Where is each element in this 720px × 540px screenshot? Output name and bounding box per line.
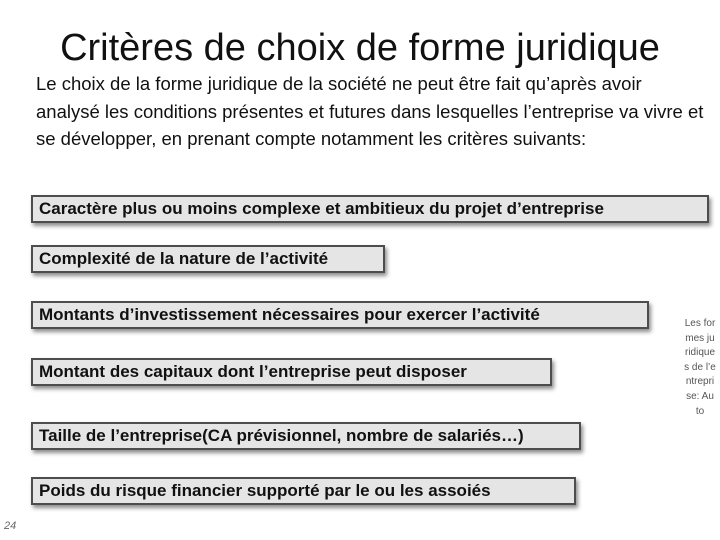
- side-note-text: Les formes juridiques de l’entreprise: Au to: [684, 318, 716, 417]
- criterion-box: Taille de l’entreprise(CA prévisionnel, nombre de salariés…): [31, 422, 581, 450]
- criterion-box: Complexité de la nature de l’activité: [31, 245, 385, 273]
- criterion-box: Caractère plus ou moins complexe et ambitieux du projet d’entreprise: [31, 195, 709, 223]
- criterion-box: Poids du risque financier supporté par le ou les assoiés: [31, 477, 576, 505]
- intro-paragraph: Le choix de la forme juridique de la société ne peut être fait qu’après avoir analysé les conditions présentes et futures dans lesquelles l’entreprise va vivre et se développer, en prenant compte notamment les critères suivants:: [36, 73, 704, 149]
- slide-title: Critères de choix de forme juridique: [60, 27, 660, 69]
- page-number: 24: [4, 520, 17, 532]
- criterion-box: Montants d’investissement nécessaires pour exercer l’activité: [31, 301, 649, 329]
- criterion-box: Montant des capitaux dont l’entreprise peut disposer: [31, 358, 552, 386]
